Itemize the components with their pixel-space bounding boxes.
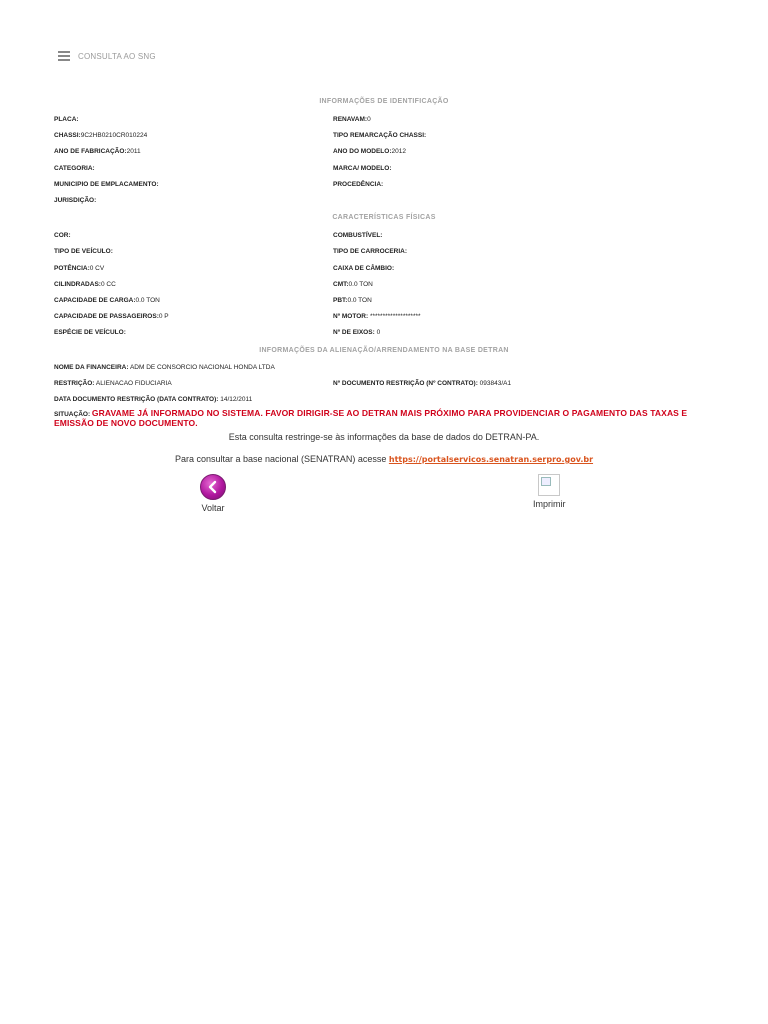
field-capacidade-passageiros: CAPACIDADE DE PASSAGEIROS:0 P [54, 313, 169, 320]
back-button-label[interactable]: Voltar [201, 503, 225, 513]
field-doc-restricao: Nº DOCUMENTO RESTRIÇÃO (Nº CONTRATO): 093843/A1 [333, 380, 512, 387]
field-cmt: CMT:0.0 TON [333, 281, 373, 288]
field-ano-fabricacao: ANO DE FABRICAÇÃO:2011 [54, 148, 141, 155]
broken-image-icon[interactable] [538, 474, 560, 496]
field-cilindradas: CILINDRADAS:0 CC [54, 281, 116, 288]
hamburger-icon[interactable] [58, 51, 70, 61]
section-title-identificacao: INFORMAÇÕES DE IDENTIFICAÇÃO [319, 98, 449, 105]
field-combustivel: COMBUSTÍVEL: [333, 232, 383, 239]
note-detran-pa: Esta consulta restringe-se às informações da base de dados do DETRAN-PA. [228, 432, 540, 442]
field-ano-modelo: ANO DO MODELO:2012 [333, 148, 406, 155]
field-motor: Nº MOTOR: ******************** [333, 313, 421, 320]
field-procedencia: PROCEDÊNCIA: [333, 181, 384, 188]
field-pbt: PBT:0.0 TON [333, 297, 372, 304]
field-restricao: RESTRIÇÃO: ALIENACAO FIDUCIARIA [54, 380, 172, 387]
field-carroceria: TIPO DE CARROCERIA: [333, 248, 408, 255]
field-tipo-veiculo: TIPO DE VEÍCULO: [54, 248, 113, 255]
back-button[interactable] [200, 474, 226, 513]
top-bar [58, 51, 156, 61]
situacao-label: SITUAÇÃO: [54, 411, 91, 418]
field-data-restricao: DATA DOCUMENTO RESTRIÇÃO (DATA CONTRATO): 14/12/2011 [54, 396, 253, 403]
field-cambio: CAIXA DE CÂMBIO: [333, 265, 395, 272]
field-jurisdicao: JURISDIÇÃO: [54, 197, 97, 204]
field-potencia: POTÊNCIA:0 CV [54, 265, 105, 272]
back-arrow-icon[interactable] [200, 474, 226, 500]
situacao-message [54, 409, 719, 429]
note-senatran: Para consultar a base nacional (SENATRAN) acesse https://portalservicos.senatran.serpro.gov.br [174, 454, 594, 464]
field-remarcacao: TIPO REMARCAÇÃO CHASSI: [333, 132, 427, 139]
situacao-text: GRAVAME JÁ INFORMADO NO SISTEMA. FAVOR DIRIGIR-SE AO DETRAN MAIS PRÓXIMO PARA PROVIDENCIAR O PAGAMENTO DAS TAXAS E EMISSÃO DE NOVO DOCUMENTO. [54, 408, 688, 428]
field-renavam: RENAVAM:0 [333, 116, 371, 123]
field-cor: COR: [54, 232, 71, 239]
section-title-caracteristicas: CARACTERÍSTICAS FÍSICAS [332, 214, 436, 221]
field-capacidade-carga: CAPACIDADE DE CARGA:0.0 TON [54, 297, 160, 304]
page-title: CONSULTA AO SNG [78, 51, 156, 61]
print-button-label[interactable]: Imprimir [533, 499, 566, 509]
field-marca-modelo: MARCA/ MODELO: [333, 165, 392, 172]
field-placa: PLACA: [54, 116, 79, 123]
field-eixos: Nº DE EIXOS: 0 [333, 329, 381, 336]
field-municipio: MUNICIPIO DE EMPLACAMENTO: [54, 181, 159, 188]
field-financeira: NOME DA FINANCEIRA: ADM DE CONSORCIO NACIONAL HONDA LTDA [54, 364, 275, 371]
section-title-alienacao: INFORMAÇÕES DA ALIENAÇÃO/ARRENDAMENTO NA BASE DETRAN [259, 347, 509, 354]
senatran-link[interactable]: https://portalservicos.senatran.serpro.gov.br [388, 455, 594, 464]
field-especie: ESPÉCIE DE VEÍCULO: [54, 329, 126, 336]
field-categoria: CATEGORIA: [54, 165, 95, 172]
field-chassi: CHASSI:9C2HB0210CR010224 [54, 132, 148, 139]
print-button[interactable] [533, 474, 566, 509]
